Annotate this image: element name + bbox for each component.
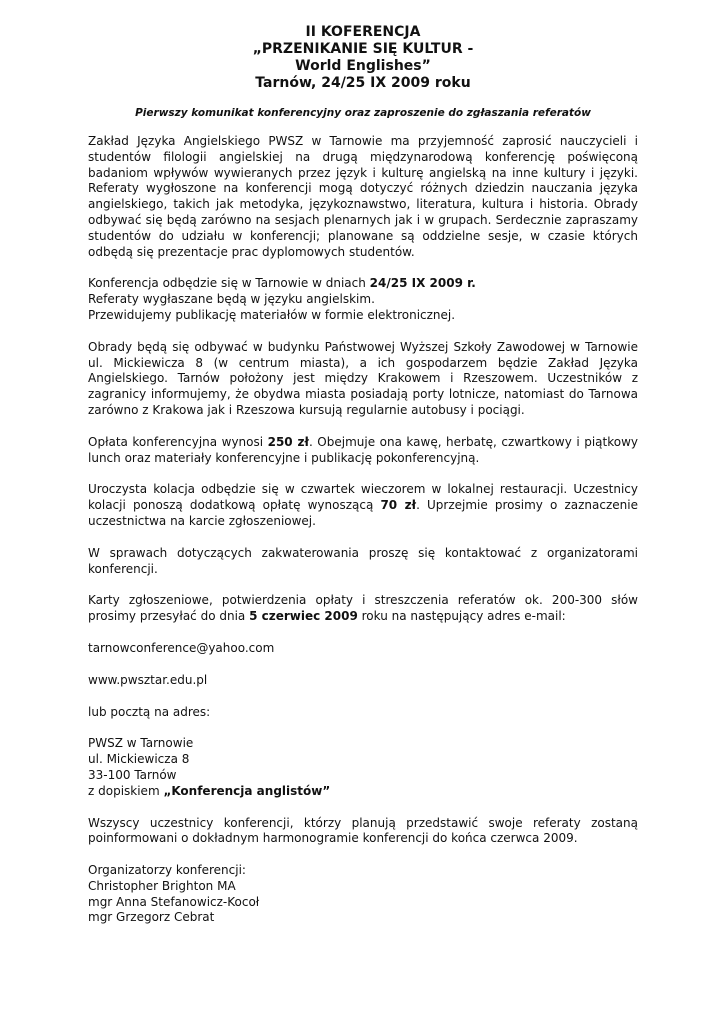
fee-amount: 250 zł (267, 434, 309, 449)
organizers-heading: Organizatorzy konferencji: (88, 863, 246, 878)
title-line: II KOFERENCJA (305, 24, 421, 40)
organizer-name: Christopher Brighton MA (88, 878, 236, 893)
conference-dates: 24/25 IX 2009 r. (369, 276, 476, 291)
conference-title (88, 24, 638, 92)
intro-paragraph: Zakład Języka Angielskiego PWSZ w Tarnowie ma przyjemność zaprosić nauczycieli i studentów filologii angielskiej na drugą międzynarodową konferencję poświęconą badaniom wpływów wywieranych przez język i kulturę angielską na inne kultury i języki. Referaty wygłoszone na konferencji mogą dotyczyć różnych dziedzin nauczania języka angielskiego, takich jak metodyka, językoznawstwo, literatura, kultura i historia. Obrady odbywać się będą zarówno na sesjach plenarnych jak i w grupach. Serdecznie zapraszamy studentów do udziału w konferencji; planowane są oddzielne sesje, w czasie których odbędą się prezentacje prac dyplomowych studentów. (88, 134, 638, 259)
organizers-block (88, 863, 638, 926)
dates-line (88, 276, 638, 292)
submission-deadline: 5 czerwiec 2009 (249, 609, 358, 624)
address-note-prefix: z dopiskiem (88, 783, 164, 798)
title-line: World Englishes” (295, 58, 431, 74)
fee-prefix: Opłata konferencyjna wynosi (88, 434, 268, 449)
address-line: ul. Mickiewicza 8 (88, 752, 190, 767)
address-note: „Konferencja anglistów” (163, 783, 331, 798)
dinner-paragraph (88, 482, 638, 529)
submission-paragraph (88, 593, 638, 625)
title-line: Tarnów, 24/25 IX 2009 roku (255, 75, 471, 91)
venue-paragraph: Obrady będą się odbywać w budynku Państwowej Wyższej Szkoły Zawodowej w Tarnowie ul. Mickiewicza 8 (w centrum miasta), a ich gospodarzem będzie Zakład Języka Angielskiego. Tarnów położony jest między Krakowem i Rzeszowem. Uczestników z zagranicy informujemy, że obydwa miasta posiadają porty lotnicze, natomiast do Tarnowa zarówno z Krakowa jak i Rzeszowa kursują regularnie autobusy i pociągi. (88, 339, 638, 417)
dinner-prefix: Uroczysta kolacja odbędzie się w czwartek wieczorem w lokalnej restauracji. Uczestnicy kolacji ponoszą dodatkową opłatę wynoszącą (88, 482, 638, 513)
dinner-amount: 70 zł (380, 498, 417, 513)
dates-block (88, 276, 638, 323)
fee-suffix: . Obejmuje ona kawę, herbatę, czwartkowy i piątkowy lunch oraz materiały konferencyjne i publikację pokonferencyjną. (88, 434, 638, 465)
submission-prefix: Karty zgłoszeniowe, potwierdzenia opłaty i streszczenia referatów ok. 200-300 słów prosimy przesyłać do dnia (88, 593, 638, 624)
language-line: Referaty wygłaszane będą w języku angielskim. (88, 292, 375, 307)
dinner-suffix: . Uprzejmie prosimy o zaznaczenie uczestnictwa na karcie zgłoszeniowej. (88, 498, 638, 528)
postal-address (88, 736, 638, 799)
fee-paragraph (88, 435, 638, 467)
dates-prefix: Konferencja odbędzie się w Tarnowie w dniach (88, 276, 370, 291)
organizer-name: mgr Anna Stefanowicz-Kocoł (88, 894, 260, 909)
title-line: „PRZENIKANIE SIĘ KULTUR - (252, 41, 474, 57)
website-link[interactable]: www.pwsztar.edu.pl (88, 672, 208, 687)
announcement-subtitle: Pierwszy komunikat konferencyjny oraz zaproszenie do zgłaszania referatów (135, 107, 591, 119)
publication-line: Przewidujemy publikację materiałów w formie elektronicznej. (88, 307, 456, 322)
schedule-paragraph: Wszyscy uczestnicy konferencji, którzy planują przedstawić swoje referaty zostaną poinformowani o dokładnym harmonogramie konferencji do końca czerwca 2009. (88, 815, 638, 846)
address-line: 33-100 Tarnów (88, 767, 177, 782)
submission-suffix: roku na następujący adres e-mail: (357, 609, 566, 624)
post-intro: lub pocztą na adres: (88, 704, 211, 719)
organizer-name: mgr Grzegorz Cebrat (88, 910, 215, 925)
accommodation-paragraph: W sprawach dotyczących zakwaterowania proszę się kontaktować z organizatorami konferencji. (88, 545, 638, 576)
address-line: PWSZ w Tarnowie (88, 736, 194, 751)
contact-email[interactable]: tarnowconference@yahoo.com (88, 640, 275, 655)
document-page (88, 24, 638, 942)
address-note-line (88, 784, 638, 800)
